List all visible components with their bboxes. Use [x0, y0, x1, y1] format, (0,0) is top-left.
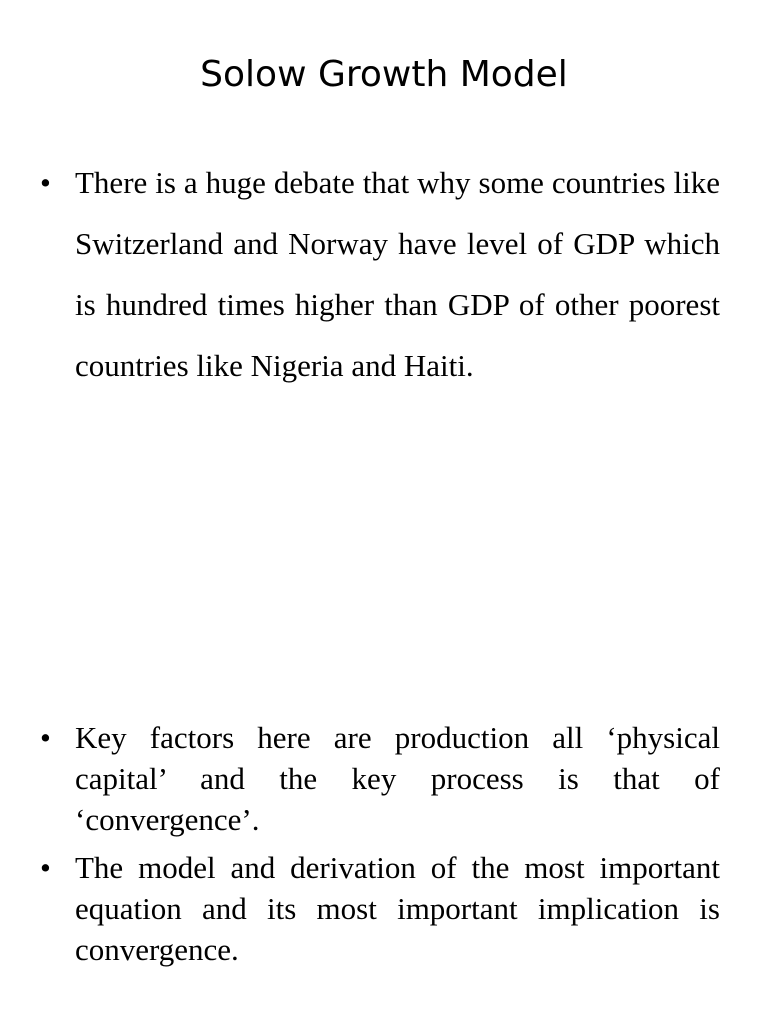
- bullet-item: [40, 847, 720, 970]
- bullet-dot-icon: •: [40, 165, 51, 200]
- bullet-dot-icon: •: [40, 850, 51, 885]
- bullet-text: The model and derivation of the most important equation and its most important implication is convergence.: [75, 850, 720, 967]
- bullet-item: [40, 717, 720, 840]
- bullet-text: There is a huge debate that why some countries like Switzerland and Norway have level of GDP which is hundred times higher than GDP of other poorest countries like Nigeria and Haiti.: [75, 165, 720, 383]
- slide-title: Solow Growth Model: [200, 54, 568, 95]
- bullet-list-top: [40, 152, 720, 396]
- bullet-text: Key factors here are production all ‘physical capital’ and the key process is that of ‘convergence’.: [75, 720, 720, 837]
- bullet-dot-icon: •: [40, 720, 51, 755]
- bullet-item: [40, 152, 720, 396]
- bullet-list-bottom: [40, 717, 720, 970]
